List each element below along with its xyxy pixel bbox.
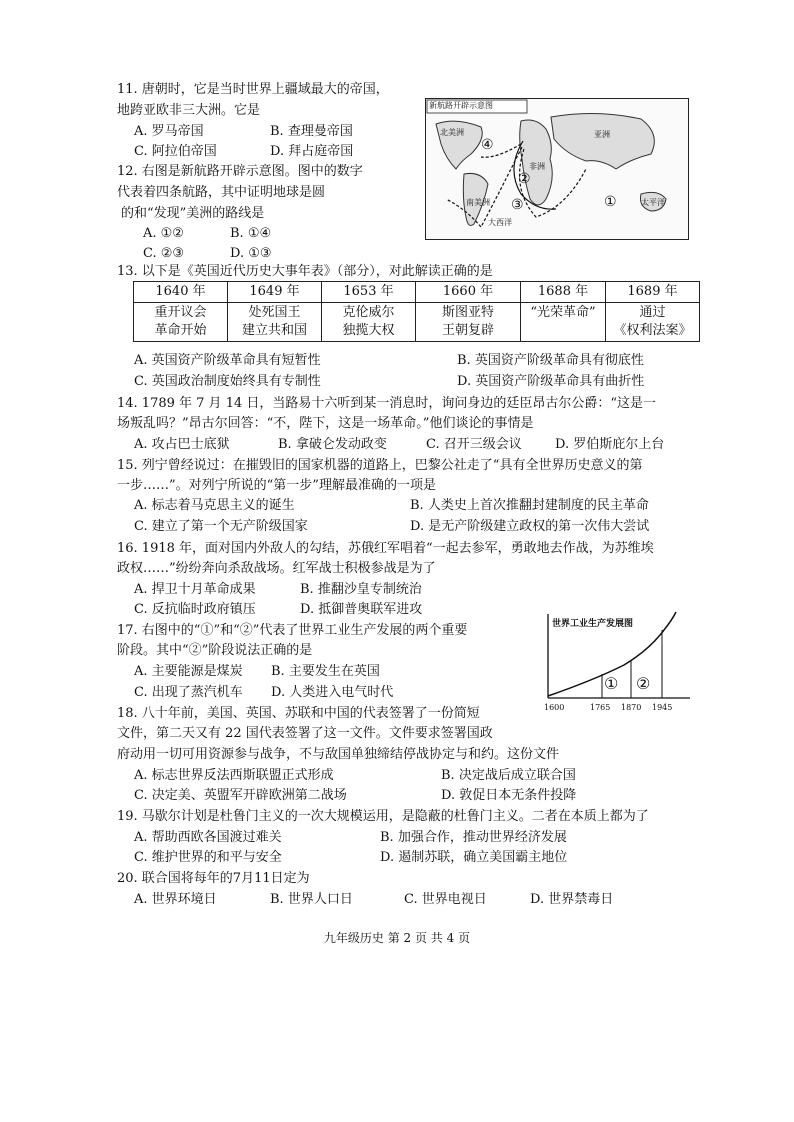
- page-footer: 九年级历史 第 2 页 共 4 页: [323, 931, 471, 945]
- q12-stem-3: 的和“发现”美洲的路线是: [121, 206, 265, 221]
- q19-stem: 19. 马歇尔计划是杜鲁门主义的一次大规模运用，是隐蔽的杜鲁门主义。二者在本质上都为了: [117, 809, 649, 824]
- q12-stem-1: 12. 右图是新航路开辟示意图。图中的数字: [117, 164, 363, 179]
- table-event-cell: “光荣革命”: [521, 303, 606, 342]
- route-number-2: ②: [518, 171, 531, 187]
- q18-option-b[interactable]: B. 决定战后成立联合国: [441, 768, 576, 783]
- new-routes-map: [425, 98, 689, 240]
- q11-stem-2: 地跨亚欧非三大洲。它是: [117, 103, 261, 118]
- q12-option-c[interactable]: C. ②③: [143, 246, 185, 261]
- q12-option-b[interactable]: B. ①④: [230, 226, 272, 241]
- q15-option-a[interactable]: A. 标志着马克思主义的诞生: [134, 498, 295, 513]
- q18-option-a[interactable]: A. 标志世界反法西斯联盟正式形成: [134, 768, 334, 783]
- q13-option-c[interactable]: C. 英国政治制度始终具有专制性: [134, 374, 321, 389]
- q11-option-c[interactable]: C. 阿拉伯帝国: [134, 144, 217, 159]
- tick-label: 1870: [621, 703, 642, 712]
- q18-stem-1: 18. 八十年前，美国、英国、苏联和中国的代表签署了一份简短: [117, 706, 480, 721]
- table-year-cell: 1649 年: [228, 282, 322, 303]
- q16-option-a[interactable]: A. 捍卫十月革命成果: [134, 582, 256, 597]
- table-year-cell: 1688 年: [521, 282, 606, 303]
- tick-label: 1600: [544, 703, 565, 712]
- table-year-cell: 1653 年: [322, 282, 416, 303]
- q19-option-c[interactable]: C. 维护世界的和平与安全: [134, 850, 282, 865]
- q13-stem: 13. 以下是《英国近代历史大事年表》（部分），对此解读正确的是: [117, 264, 493, 279]
- q16-stem-2: 政权……”纷纷奔向杀敌战场。红军战士积极参战是为了: [117, 561, 436, 576]
- q14-stem-2: 场叛乱吗？”昂古尔回答：“不，陛下，这是一场革命。”他们谈论的事情是: [117, 416, 534, 431]
- q20-option-d[interactable]: D. 世界禁毒日: [530, 892, 614, 907]
- map-label-pacific: 太平洋: [641, 198, 665, 207]
- map-label-north-america: 北美洲: [440, 128, 464, 137]
- q18-option-c[interactable]: C. 决定美、英盟军开辟欧洲第二战场: [134, 788, 347, 803]
- route-number-1: ①: [604, 194, 617, 210]
- route-number-4: ④: [481, 137, 494, 153]
- q18-stem-2: 文件，第二天又有 22 国代表签署了这一文件。文件要求签署国政: [117, 726, 493, 741]
- table-year-cell: 1660 年: [416, 282, 521, 303]
- q20-option-c[interactable]: C. 世界电视日: [404, 892, 487, 907]
- q16-stem-1: 16. 1918 年，面对国内外敌人的勾结，苏俄红军唱着“一起去参军，勇敢地去作战，为苏维埃: [117, 541, 654, 556]
- industrial-development-chart: [544, 610, 694, 720]
- q20-option-b[interactable]: B. 世界人口日: [270, 892, 353, 907]
- q17-option-a[interactable]: A. 主要能源是煤炭: [134, 664, 243, 679]
- table-event-cell: 斯图亚特 王朝复辟: [416, 303, 521, 342]
- q13-option-b[interactable]: B. 英国资产阶级革命具有彻底性: [457, 353, 644, 368]
- q14-option-a[interactable]: A. 攻占巴士底狱: [134, 437, 230, 452]
- q13-option-a[interactable]: A. 英国资产阶级革命具有短暂性: [134, 353, 321, 368]
- table-year-cell: 1640 年: [134, 282, 228, 303]
- q20-option-a[interactable]: A. 世界环境日: [134, 892, 217, 907]
- q15-stem-1: 15. 列宁曾经说过：在摧毁旧的国家机器的道路上，巴黎公社走了“具有全世界历史意义的第: [117, 458, 643, 473]
- q14-option-d[interactable]: D. 罗伯斯庇尔上台: [555, 437, 665, 452]
- britain-timeline-table: [133, 281, 700, 342]
- q16-option-b[interactable]: B. 推翻沙皇专制统治: [300, 582, 422, 597]
- q12-stem-2: 代表着四条航路，其中证明地球是圆: [117, 185, 326, 200]
- tick-label: 1945: [652, 703, 673, 712]
- q17-option-c[interactable]: C. 出现了蒸汽机车: [134, 685, 243, 700]
- q17-option-b[interactable]: B. 主要发生在英国: [271, 664, 380, 679]
- map-label-africa: 非洲: [529, 162, 545, 171]
- q19-option-a[interactable]: A. 帮助西欧各国渡过难关: [134, 830, 282, 845]
- map-label-asia: 亚洲: [594, 130, 610, 139]
- q20-stem: 20. 联合国将每年的7月11日定为: [117, 871, 310, 886]
- table-event-cell: 重开议会 革命开始: [134, 303, 228, 342]
- table-event-cell: 处死国王 建立共和国: [228, 303, 322, 342]
- q11-option-a[interactable]: A. 罗马帝国: [134, 124, 204, 139]
- map-label-atlantic: 大西洋: [488, 218, 512, 227]
- map-title: 新航路开辟示意图: [429, 101, 493, 110]
- table-year-cell: 1689 年: [606, 282, 700, 303]
- map-label-south-america: 南美洲: [466, 198, 490, 207]
- q17-stem-2: 阶段。其中“②”阶段说法正确的是: [117, 643, 313, 658]
- route-number-3: ③: [511, 197, 524, 213]
- q16-option-c[interactable]: C. 反抗临时政府镇压: [134, 602, 256, 617]
- table-event-cell: 通过 《权利法案》: [606, 303, 700, 342]
- q15-option-d[interactable]: D. 是无产阶级建立政权的第一次伟大尝试: [410, 519, 650, 534]
- q15-option-c[interactable]: C. 建立了第一个无产阶级国家: [134, 519, 308, 534]
- stage-mark-1: ①: [604, 674, 619, 693]
- q17-stem-1: 17. 右图中的“①”和“②”代表了世界工业生产发展的两个重要: [117, 623, 468, 638]
- tick-label: 1765: [590, 703, 611, 712]
- q18-stem-3: 府动用一切可用资源参与战争，不与敌国单独缔结停战协定与和约。这份文件: [117, 747, 560, 762]
- q16-option-d[interactable]: D. 抵御普奥联军进攻: [300, 602, 423, 617]
- q11-option-b[interactable]: B. 查理曼帝国: [270, 124, 353, 139]
- q12-option-a[interactable]: A. ①②: [143, 226, 184, 241]
- q15-option-b[interactable]: B. 人类史上首次推翻封建制度的民主革命: [410, 498, 649, 513]
- q11-option-d[interactable]: D. 拜占庭帝国: [270, 144, 354, 159]
- q13-option-d[interactable]: D. 英国资产阶级革命具有曲折性: [457, 374, 645, 389]
- q18-option-d[interactable]: D. 敦促日本无条件投降: [441, 788, 577, 803]
- q14-option-c[interactable]: C. 召开三级会议: [426, 437, 522, 452]
- q12-option-d[interactable]: D. ①③: [230, 246, 272, 261]
- table-event-cell: 克伦威尔 独揽大权: [322, 303, 416, 342]
- q19-option-d[interactable]: D. 遏制苏联，确立美国霸主地位: [380, 850, 568, 865]
- chart-title: 世界工业生产发展图: [552, 619, 634, 629]
- q14-option-b[interactable]: B. 拿破仑发动政变: [278, 437, 387, 452]
- q11-stem-1: 11. 唐朝时，它是当时世界上疆域最大的帝国，: [117, 82, 389, 97]
- q19-option-b[interactable]: B. 加强合作，推动世界经济发展: [380, 830, 567, 845]
- stage-mark-2: ②: [636, 674, 651, 693]
- q15-stem-2: 一步……”。对列宁所说的“第一步”理解最准确的一项是: [117, 478, 436, 493]
- q17-option-d[interactable]: D. 人类进入电气时代: [271, 685, 394, 700]
- q14-stem-1: 14. 1789 年 7 月 14 日，当路易十六听到某一消息时，询问身边的廷臣昂古尔公爵：“这是一: [117, 396, 657, 411]
